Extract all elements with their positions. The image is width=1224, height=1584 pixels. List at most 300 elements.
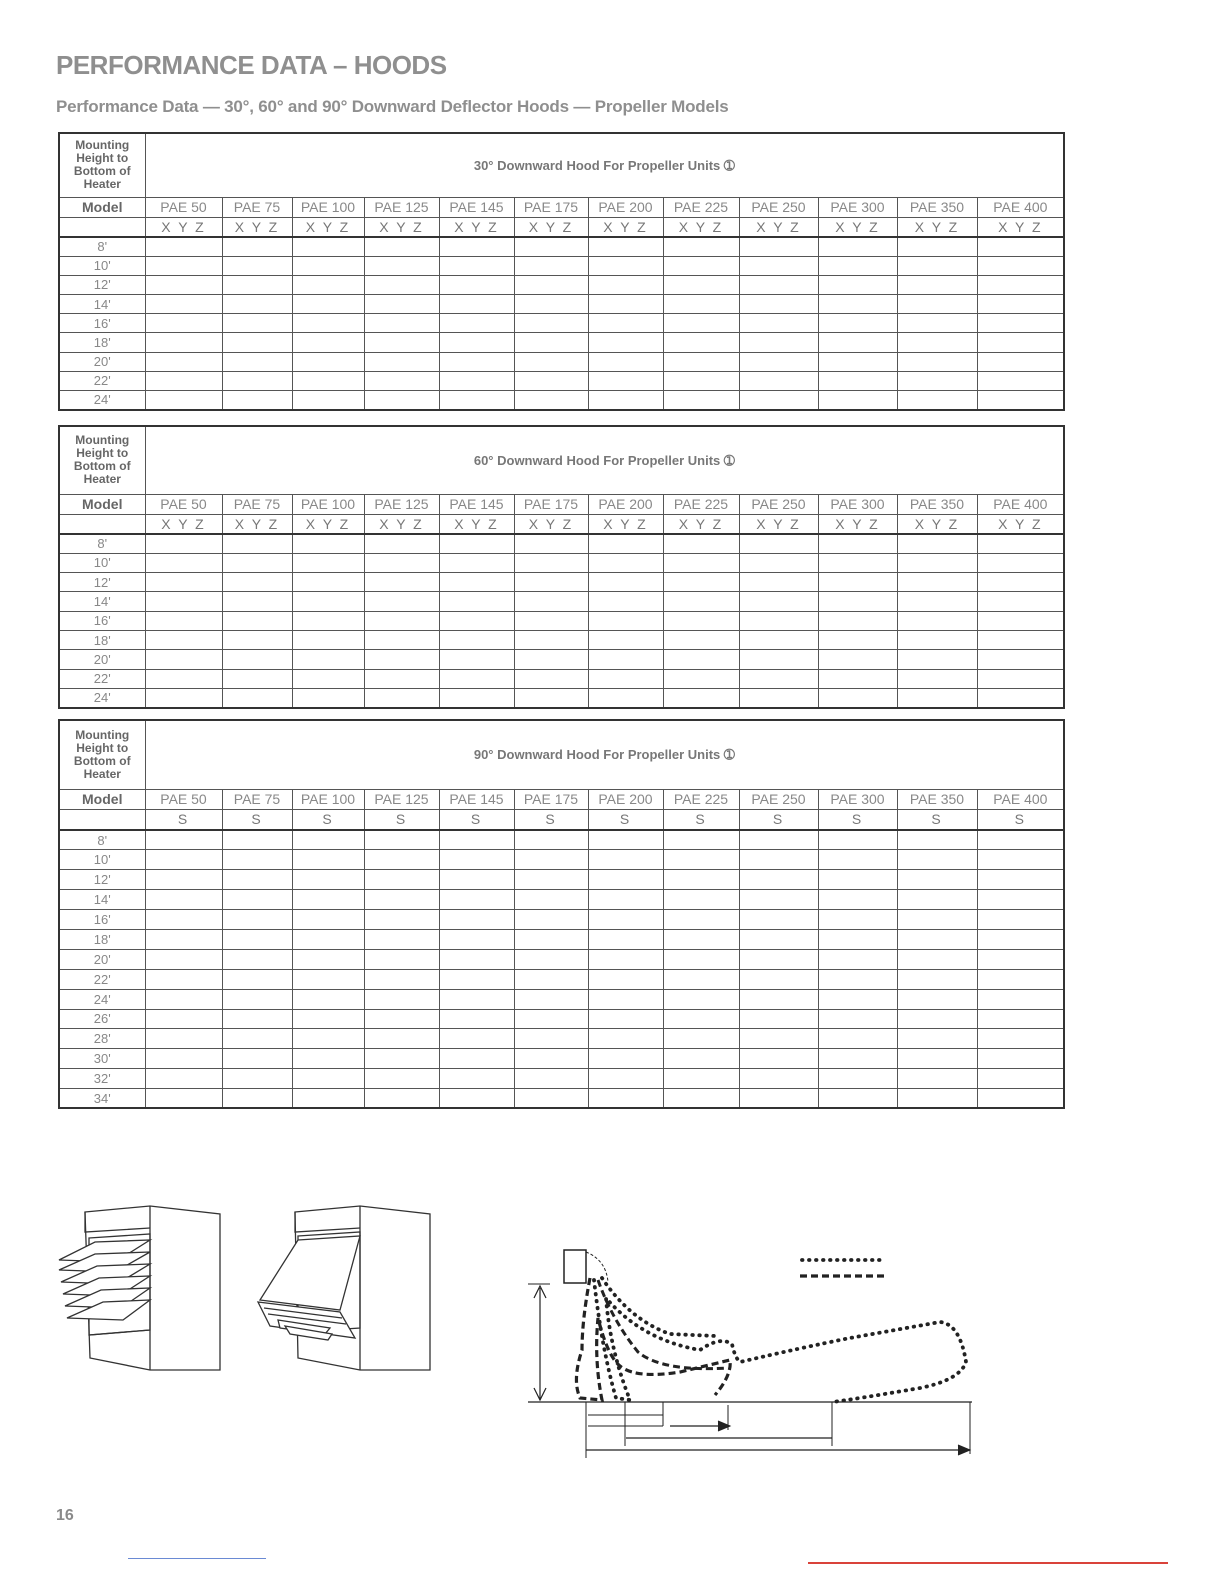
data-cell [818,850,897,870]
data-cell [739,1089,818,1109]
hood-title: 30° Downward Hood For Propeller Units ➀ [145,133,1064,197]
model-header: PAE 250 [739,494,818,514]
data-cell [739,929,818,949]
data-cell [222,1009,292,1029]
data-cell [977,929,1064,949]
sub-column-label: S [739,809,818,830]
sub-column-label: S [588,809,663,830]
model-header: PAE 100 [292,494,364,514]
data-cell [818,949,897,969]
data-cell [364,989,439,1009]
model-header: PAE 225 [663,197,739,217]
data-cell [739,553,818,572]
data-cell [663,534,739,553]
data-cell [663,850,739,870]
data-cell [818,830,897,850]
data-cell [292,1029,364,1049]
data-cell [977,314,1064,333]
data-cell [145,1049,222,1069]
data-cell [818,611,897,630]
data-cell [818,890,897,910]
model-header: PAE 50 [145,789,222,809]
data-cell [977,333,1064,352]
data-cell [588,275,663,294]
data-cell [364,275,439,294]
data-cell [292,1089,364,1109]
model-header: PAE 75 [222,197,292,217]
data-cell [145,237,222,256]
data-cell [739,314,818,333]
data-cell [514,573,588,592]
data-cell [514,830,588,850]
model-header: PAE 300 [818,789,897,809]
mounting-height-cell: 24' [59,391,145,410]
data-cell [364,1069,439,1089]
data-cell [222,890,292,910]
data-cell [663,1069,739,1089]
data-cell [364,850,439,870]
data-cell [663,650,739,669]
data-cell [145,592,222,611]
data-cell [663,989,739,1009]
mounting-height-header: Mounting Height to Bottom of Heater [59,133,145,197]
data-cell [222,669,292,688]
data-cell [663,1049,739,1069]
data-cell [739,592,818,611]
data-cell [897,910,977,930]
data-cell [663,830,739,850]
mounting-height-cell: 12' [59,275,145,294]
mounting-height-cell: 24' [59,688,145,707]
data-cell [588,929,663,949]
footer-accent-line [808,1562,1168,1564]
data-cell [588,611,663,630]
data-cell [818,1009,897,1029]
data-cell [588,1089,663,1109]
data-cell [364,611,439,630]
data-cell [818,688,897,707]
data-cell [222,371,292,390]
data-cell [977,630,1064,649]
data-cell [439,611,514,630]
data-cell [588,969,663,989]
data-cell [292,1009,364,1029]
model-header: PAE 200 [588,494,663,514]
data-cell [292,352,364,371]
data-cell [514,256,588,275]
data-cell [439,830,514,850]
data-cell [739,333,818,352]
data-cell [514,1069,588,1089]
data-cell [739,371,818,390]
data-cell [514,949,588,969]
data-cell [818,314,897,333]
data-cell [588,650,663,669]
data-cell [818,333,897,352]
data-cell [292,237,364,256]
data-cell [818,352,897,371]
data-cell [977,870,1064,890]
data-cell [818,592,897,611]
sub-column-label: X Y Z [364,514,439,534]
data-cell [222,830,292,850]
data-cell [222,573,292,592]
sub-column-label: X Y Z [818,217,897,237]
mounting-height-header: Mounting Height to Bottom of Heater [59,426,145,494]
data-cell [663,1029,739,1049]
data-cell [439,949,514,969]
data-cell [977,949,1064,969]
data-cell [439,650,514,669]
sub-column-label: X Y Z [364,217,439,237]
data-cell [663,949,739,969]
data-cell [364,910,439,930]
sub-column-label: X Y Z [977,514,1064,534]
sub-column-label: X Y Z [588,514,663,534]
sub-column-label: X Y Z [514,217,588,237]
model-header: PAE 200 [588,197,663,217]
mounting-height-cell: 16' [59,910,145,930]
data-cell [663,237,739,256]
hood-title: 90° Downward Hood For Propeller Units ➀ [145,720,1064,789]
sub-column-label: X Y Z [292,217,364,237]
data-cell [818,1089,897,1109]
data-cell [439,352,514,371]
data-cell [222,592,292,611]
data-cell [222,611,292,630]
data-cell [588,371,663,390]
data-cell [439,989,514,1009]
sub-column-label: X Y Z [977,217,1064,237]
data-cell [292,1069,364,1089]
data-cell [439,275,514,294]
data-cell [292,1049,364,1069]
hood-60-table [58,425,1065,709]
model-header: PAE 125 [364,197,439,217]
mounting-height-cell: 10' [59,553,145,572]
data-cell [739,1029,818,1049]
data-cell [439,295,514,314]
data-cell [439,333,514,352]
model-header: PAE 350 [897,789,977,809]
data-cell [663,929,739,949]
data-cell [818,870,897,890]
data-cell [897,592,977,611]
data-cell [588,1069,663,1089]
data-cell [977,573,1064,592]
data-cell [292,553,364,572]
sub-column-label: X Y Z [897,514,977,534]
data-cell [292,910,364,930]
data-cell [739,237,818,256]
data-cell [897,573,977,592]
data-cell [145,391,222,410]
data-cell [897,870,977,890]
data-cell [818,669,897,688]
sub-column-label: X Y Z [222,217,292,237]
data-cell [222,949,292,969]
data-cell [739,352,818,371]
data-cell [514,688,588,707]
mounting-height-cell: 22' [59,371,145,390]
data-cell [897,237,977,256]
data-cell [897,1009,977,1029]
data-cell [364,1009,439,1029]
data-cell [439,1089,514,1109]
data-cell [897,1049,977,1069]
data-cell [588,688,663,707]
data-cell [588,669,663,688]
data-cell [977,275,1064,294]
data-cell [222,352,292,371]
data-cell [439,870,514,890]
data-cell [663,910,739,930]
sub-column-label: S [663,809,739,830]
data-cell [439,850,514,870]
data-cell [663,890,739,910]
data-cell [663,295,739,314]
data-cell [977,391,1064,410]
hood-90-table [58,719,1065,1109]
data-cell [663,611,739,630]
data-cell [222,553,292,572]
data-cell [977,650,1064,669]
model-header: PAE 175 [514,197,588,217]
data-cell [663,630,739,649]
data-cell [818,256,897,275]
sub-column-label: S [364,809,439,830]
data-cell [588,1029,663,1049]
hood-30-table [58,132,1065,411]
model-header: PAE 400 [977,197,1064,217]
data-cell [588,870,663,890]
data-cell [897,314,977,333]
data-cell [364,969,439,989]
data-cell [364,1049,439,1069]
sub-column-label: X Y Z [145,514,222,534]
data-cell [663,371,739,390]
data-cell [818,295,897,314]
data-cell [588,830,663,850]
data-cell [222,534,292,553]
model-header: PAE 145 [439,197,514,217]
data-cell [364,830,439,850]
mounting-height-cell: 8' [59,830,145,850]
data-cell [897,275,977,294]
mounting-height-cell: 16' [59,611,145,630]
model-header: PAE 100 [292,197,364,217]
data-cell [364,371,439,390]
data-cell [514,534,588,553]
data-cell [145,630,222,649]
sub-column-label: X Y Z [739,514,818,534]
model-header: PAE 225 [663,494,739,514]
data-cell [739,295,818,314]
data-cell [292,295,364,314]
mounting-height-cell: 14' [59,890,145,910]
data-cell [292,630,364,649]
model-header: PAE 125 [364,494,439,514]
data-cell [663,275,739,294]
data-cell [292,314,364,333]
blank-cell [59,217,145,237]
data-cell [145,850,222,870]
data-cell [818,650,897,669]
data-cell [364,592,439,611]
data-cell [292,573,364,592]
data-cell [663,592,739,611]
data-cell [739,688,818,707]
data-cell [739,391,818,410]
data-cell [514,592,588,611]
data-cell [364,650,439,669]
data-cell [145,256,222,275]
model-header: PAE 225 [663,789,739,809]
data-cell [588,949,663,969]
data-cell [514,890,588,910]
data-cell [514,669,588,688]
data-cell [818,534,897,553]
sub-column-label: X Y Z [292,514,364,534]
data-cell [739,910,818,930]
sub-column-label: X Y Z [439,217,514,237]
data-cell [439,929,514,949]
data-cell [897,890,977,910]
data-cell [364,553,439,572]
data-cell [818,630,897,649]
air-throw-pattern-diagram [520,1240,980,1465]
data-cell [739,534,818,553]
data-cell [222,688,292,707]
data-cell [663,352,739,371]
data-cell [514,391,588,410]
data-cell [439,256,514,275]
mounting-height-cell: 10' [59,256,145,275]
data-cell [222,630,292,649]
data-cell [977,1089,1064,1109]
data-cell [514,314,588,333]
data-cell [292,611,364,630]
data-cell [222,1029,292,1049]
data-cell [588,1049,663,1069]
mounting-height-cell: 22' [59,669,145,688]
data-cell [977,830,1064,850]
data-cell [897,1029,977,1049]
data-cell [897,256,977,275]
data-cell [588,237,663,256]
model-label: Model [59,197,145,217]
data-cell [897,352,977,371]
data-cell [977,295,1064,314]
data-cell [364,870,439,890]
mounting-height-cell: 20' [59,352,145,371]
data-cell [897,969,977,989]
data-cell [514,630,588,649]
sub-column-label: S [145,809,222,830]
data-cell [145,688,222,707]
data-cell [739,890,818,910]
data-cell [222,929,292,949]
model-header: PAE 100 [292,789,364,809]
model-header: PAE 400 [977,789,1064,809]
data-cell [977,237,1064,256]
model-header: PAE 175 [514,789,588,809]
data-cell [588,256,663,275]
data-cell [897,534,977,553]
data-cell [588,333,663,352]
data-cell [292,850,364,870]
data-cell [514,870,588,890]
data-cell [897,553,977,572]
data-cell [663,553,739,572]
data-cell [663,870,739,890]
data-cell [897,371,977,390]
mounting-height-cell: 32' [59,1069,145,1089]
data-cell [818,1049,897,1069]
data-cell [818,275,897,294]
data-cell [588,314,663,333]
data-cell [292,929,364,949]
data-cell [145,989,222,1009]
model-header: PAE 300 [818,494,897,514]
data-cell [739,611,818,630]
data-cell [145,534,222,553]
data-cell [364,256,439,275]
mounting-height-cell: 22' [59,969,145,989]
mounting-height-cell: 24' [59,989,145,1009]
data-cell [364,669,439,688]
data-cell [222,275,292,294]
data-cell [222,870,292,890]
data-cell [663,391,739,410]
mounting-height-cell: 28' [59,1029,145,1049]
data-cell [739,830,818,850]
data-cell [514,371,588,390]
data-cell [364,534,439,553]
data-cell [514,1049,588,1069]
data-cell [514,352,588,371]
data-cell [897,830,977,850]
data-cell [588,391,663,410]
data-cell [588,592,663,611]
data-cell [364,314,439,333]
mounting-height-cell: 20' [59,949,145,969]
data-cell [222,237,292,256]
mounting-height-cell: 10' [59,850,145,870]
sub-column-label: X Y Z [818,514,897,534]
sub-column-label: S [222,809,292,830]
data-cell [439,1029,514,1049]
model-header: PAE 50 [145,494,222,514]
mounting-height-cell: 8' [59,237,145,256]
data-cell [739,256,818,275]
data-cell [439,630,514,649]
model-header: PAE 400 [977,494,1064,514]
data-cell [514,1089,588,1109]
sub-column-label: S [439,809,514,830]
data-cell [818,553,897,572]
data-cell [292,256,364,275]
data-cell [663,669,739,688]
model-header: PAE 145 [439,494,514,514]
data-cell [439,1069,514,1089]
data-cell [439,534,514,553]
sub-column-label: S [818,809,897,830]
data-cell [145,1069,222,1089]
data-cell [439,592,514,611]
data-cell [977,1069,1064,1089]
page-subtitle: Performance Data — 30°, 60° and 90° Downward Deflector Hoods — Propeller Models [56,97,729,116]
